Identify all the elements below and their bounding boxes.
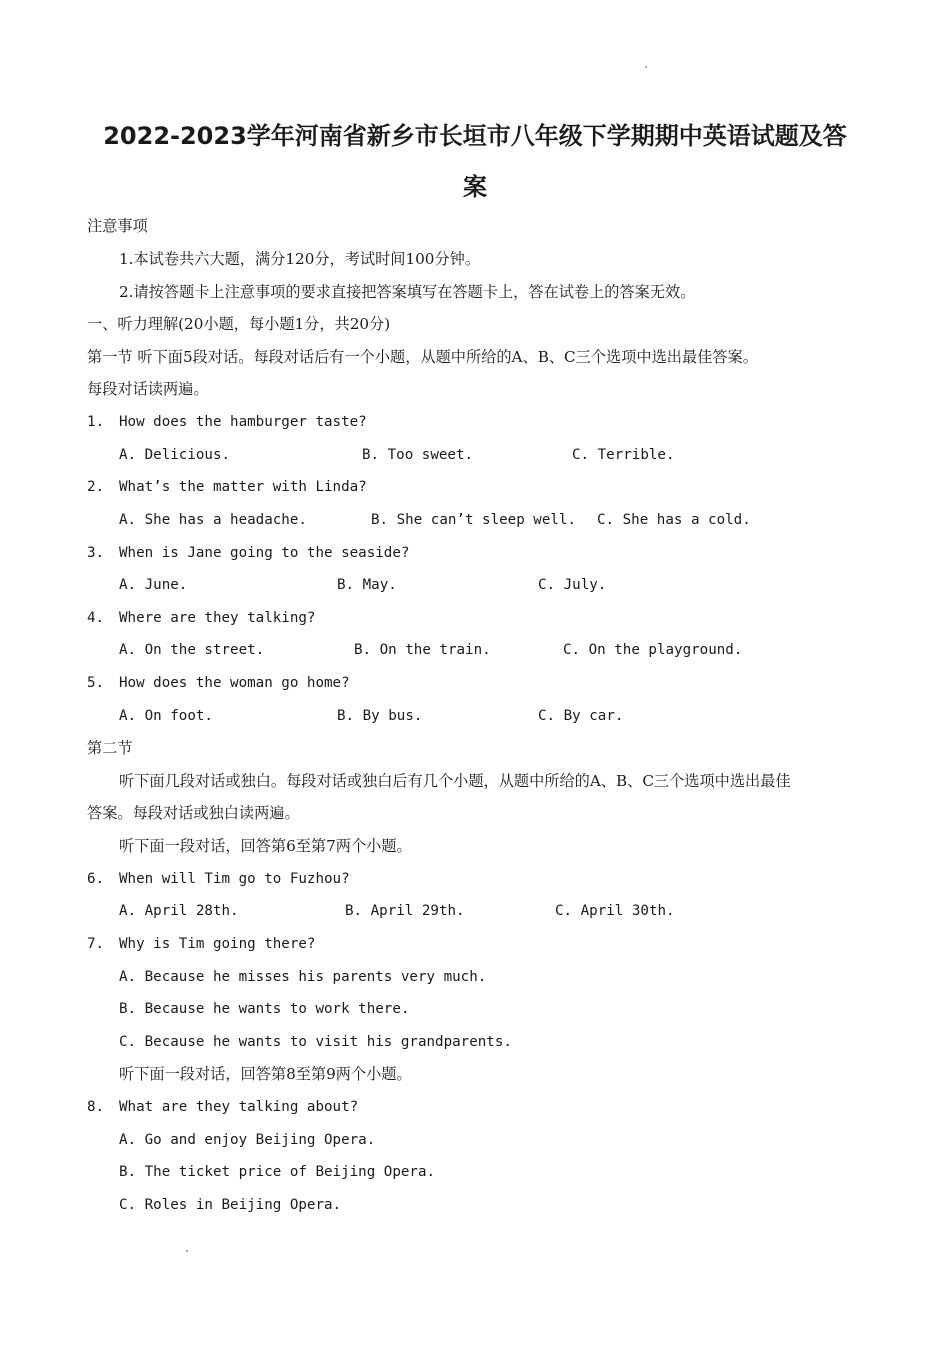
option-c: C. By car.: [538, 708, 624, 724]
option-c: C. Because he wants to visit his grandparents.: [119, 1034, 512, 1050]
question-number: 3.: [87, 545, 105, 561]
option-a: A. On the street.: [119, 642, 265, 658]
question-text: What are they talking about?: [119, 1099, 359, 1115]
option-c: C. Roles in Beijing Opera.: [119, 1197, 342, 1213]
section2-instruction-cont: 答案。每段对话或独白读两遍。: [87, 804, 300, 822]
question-text: Where are they talking?: [119, 610, 316, 626]
option-a: A. Go and enjoy Beijing Opera.: [119, 1132, 376, 1148]
page-title-continued: 案: [463, 173, 487, 201]
scan-dot: [186, 1250, 188, 1252]
section1-instruction: 第一节 听下面5段对话。每段对话后有一个小题，从题中所给的A、B、C三个选项中选出最佳答案。: [87, 348, 758, 366]
question-number: 6.: [87, 871, 105, 887]
option-b: B. Because he wants to work there.: [119, 1001, 410, 1017]
option-c: C. She has a cold.: [597, 512, 751, 528]
section2-instruction: 听下面几段对话或独白。每段对话或独白后有几个小题，从题中所给的A、B、C三个选项中选出最佳: [119, 772, 791, 790]
option-b: B. She can’t sleep well.: [371, 512, 576, 528]
option-b: B. By bus.: [337, 708, 423, 724]
option-a: A. April 28th.: [119, 903, 239, 919]
notice-item-1: 1.本试卷共六大题，满分120分，考试时间100分钟。: [119, 250, 481, 268]
option-a: A. She has a headache.: [119, 512, 307, 528]
option-a: A. June.: [119, 577, 188, 593]
dialogue-instruction: 听下面一段对话，回答第8至第9两个小题。: [119, 1065, 412, 1083]
option-b: B. The ticket price of Beijing Opera.: [119, 1164, 436, 1180]
question-text: What’s the matter with Linda?: [119, 479, 367, 495]
section1-instruction-cont: 每段对话读两遍。: [87, 380, 209, 398]
option-b: B. On the train.: [354, 642, 491, 658]
scan-dot: [645, 66, 647, 68]
question-number: 7.: [87, 936, 105, 952]
option-b: B. Too sweet.: [362, 447, 474, 463]
option-c: C. July.: [538, 577, 607, 593]
option-a: A. Because he misses his parents very much.: [119, 969, 487, 985]
question-text: When is Jane going to the seaside?: [119, 545, 410, 561]
option-a: A. On foot.: [119, 708, 213, 724]
question-number: 1.: [87, 414, 105, 430]
notice-item-2: 2.请按答题卡上注意事项的要求直接把答案填写在答题卡上，答在试卷上的答案无效。: [119, 283, 696, 301]
question-text: Why is Tim going there?: [119, 936, 316, 952]
option-b: B. May.: [337, 577, 397, 593]
question-number: 8.: [87, 1099, 105, 1115]
question-text: How does the hamburger taste?: [119, 414, 367, 430]
section2-heading: 第二节: [87, 739, 133, 757]
question-number: 2.: [87, 479, 105, 495]
option-c: C. Terrible.: [572, 447, 675, 463]
option-c: C. April 30th.: [555, 903, 675, 919]
page-title: 2022-2023学年河南省新乡市长垣市八年级下学期期中英语试题及答: [103, 122, 847, 150]
option-b: B. April 29th.: [345, 903, 465, 919]
question-number: 5.: [87, 675, 105, 691]
question-text: When will Tim go to Fuzhou?: [119, 871, 350, 887]
dialogue-instruction: 听下面一段对话，回答第6至第7两个小题。: [119, 837, 412, 855]
question-text: How does the woman go home?: [119, 675, 350, 691]
notice-heading: 注意事项: [87, 217, 148, 235]
question-number: 4.: [87, 610, 105, 626]
option-c: C. On the playground.: [563, 642, 743, 658]
part-heading: 一、听力理解(20小题，每小题1分，共20分): [87, 315, 391, 333]
option-a: A. Delicious.: [119, 447, 231, 463]
